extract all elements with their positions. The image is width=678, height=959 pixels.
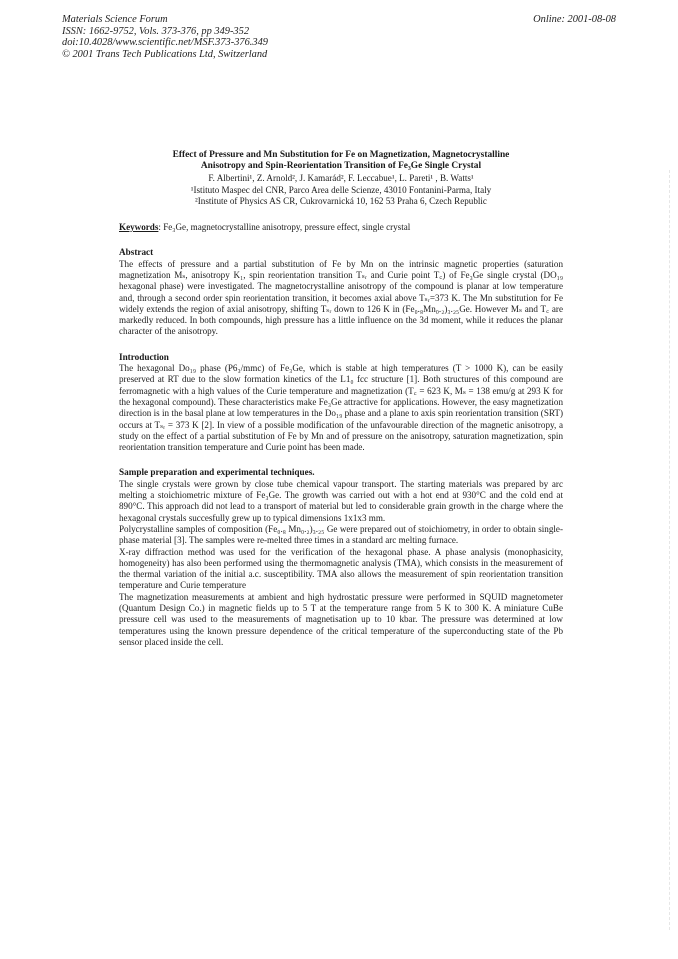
paper-title <box>119 150 563 172</box>
doi-line: doi:10.4028/www.scientific.net/MSF.373-376.349 <box>62 37 268 49</box>
sample-heading: Sample preparation and experimental techniques. <box>119 467 315 478</box>
copyright-line: © 2001 Trans Tech Publications Ltd, Switzerland <box>62 48 268 60</box>
title-line-1: Effect of Pressure and Mn Substitution for Fe on Magnetization, Magnetocrystalline <box>172 150 510 160</box>
journal-name: Materials Science Forum <box>62 14 168 25</box>
sample-paragraph-3: X-ray diffraction method was used for the verification of the hexagonal phase. A phase analysis (monophasicity, homogeneity) has also been performed using the thermomagnetic analysis (TMA), which consists in the measurement of the thermal variation of the initial a.c. susceptibility. TMA also allows the measurement of spin reorientation transition temperature and Curie temperature <box>119 546 563 591</box>
keywords-line <box>119 222 563 233</box>
sample-paragraph-1: The single crystals were grown by close tube chemical vapour transport. The starting materials was prepared by arc melting a stoichiometric mixture of Fe₃Ge. The growth was carried out with a hot end at 930°C and the cold end at 890°C. This approach did not lead to a transport of material but led to considerable grain growth in the charge where the hexagonal crystals succesfully grew up to typical dimensions 1x1x3 mm. <box>119 478 563 523</box>
introduction-text: The hexagonal Do₁₉ phase (P6₃/mmc) of Fe₃Ge, which is stable at high temperatures (T > 1000 K), can be easily preserved at RT due to the slow formation kinetics of the L1₀ fcc structure [1]. Both structures of this compound are ferromagnetic with a high values of the Curie temperature and magnetization (T꜀ = 623 K, Mₛ = 138 emu/g at 293 K for the hexagonal compound). These characteristics make Fe₃Ge attractive for applications. However, the easy magnetization direction is in the basal plane at low temperatures in the Do₁₉ phase and a plane to axis spin reorientation transition (SRT) occurs at Tₛᵣ = 373 K [2]. In view of a possible modification of the unfavourable direction of the magnetic anisotropy, a study on the effect of a partial substitution of Fe by Mn and of pressure on the anisotropy, saturation magnetization, spin reorientation transition temperature and Curie point has been made. <box>119 363 563 453</box>
title-line-2: Anisotropy and Spin-Reorientation Transition of Fe₃Ge Single Crystal <box>200 161 482 172</box>
keywords-text: : Fe₃Ge, magnetocrystalline anisotropy, pressure effect, single crystal <box>158 222 411 233</box>
issn-line: ISSN: 1662-9752, Vols. 373-376, pp 349-352 <box>62 25 250 37</box>
author-list: F. Albertini¹, Z. Arnold², J. Kamarád², F. Leccabue¹, L. Pareti¹ , B. Watts¹ <box>208 173 474 184</box>
scan-edge-divider <box>668 170 670 930</box>
abstract-text: The effects of pressure and a partial substitution of Fe by Mn on the intrinsic magnetic properties (saturation magnetization Mₛ, anisotropy K₁, spin reorientation transition Tₛᵣ and Curie point T꜀) of Fe₃Ge single crystal (DO₁₉ hexagonal phase) were investigated. The magnetocrystalline anisotropy of the compound is planar at low temperature and, through a second order spin reorientation transition, it becomes axial above Tₛᵣ=373 K. The Mn substitution for Fe widely extends the region of axial anisotropy, shifting Tₛᵣ down to 126 K in (Fe₀.₈Mn₀.₂)₃.₂₅Ge. However Mₛ and T꜀ are markedly reduced. In both compounds, high pressure has a little influence on the 3d moment, while it reduces the planar character of the anisotropy. <box>119 258 563 337</box>
sample-paragraph-4: The magnetization measurements at ambient and high hydrostatic pressure were performed in SQUID magnetometer (Quantum Design Co.) in magnetic fields up to 5 T at the temperature range from 5 K to 300 K. A miniature CuBe pressure cell was used to the measurements of magnetisation up to 10 kbar. The pressure was determined at low temperatures using the known pressure dependence of the critical temperature of the superconducting state of the Pb sensor placed inside the cell. <box>119 591 563 647</box>
journal-header <box>62 14 422 60</box>
sample-paragraph-2: Polycrystalline samples of composition (Fe₀.₈ Mn₀.₂)₃.₂₅ Ge were prepared out of stoichiometry, in order to obtain single-phase material [3]. The samples were re-melted three times in a standard arc melting furnace. <box>119 523 563 546</box>
paper-body <box>119 150 563 648</box>
online-date: Online: 2001-08-08 <box>533 14 616 25</box>
keywords-label: Keywords <box>119 222 159 233</box>
introduction-heading: Introduction <box>119 351 169 362</box>
affiliation-2: ²Institute of Physics AS CR, Cukrovarnická 10, 162 53 Praha 6, Czech Republic <box>195 195 487 206</box>
affiliation-1: ¹Istituto Maspec del CNR, Parco Area delle Scienze, 43010 Fontanini-Parma, Italy <box>190 184 492 195</box>
abstract-heading: Abstract <box>119 247 154 258</box>
